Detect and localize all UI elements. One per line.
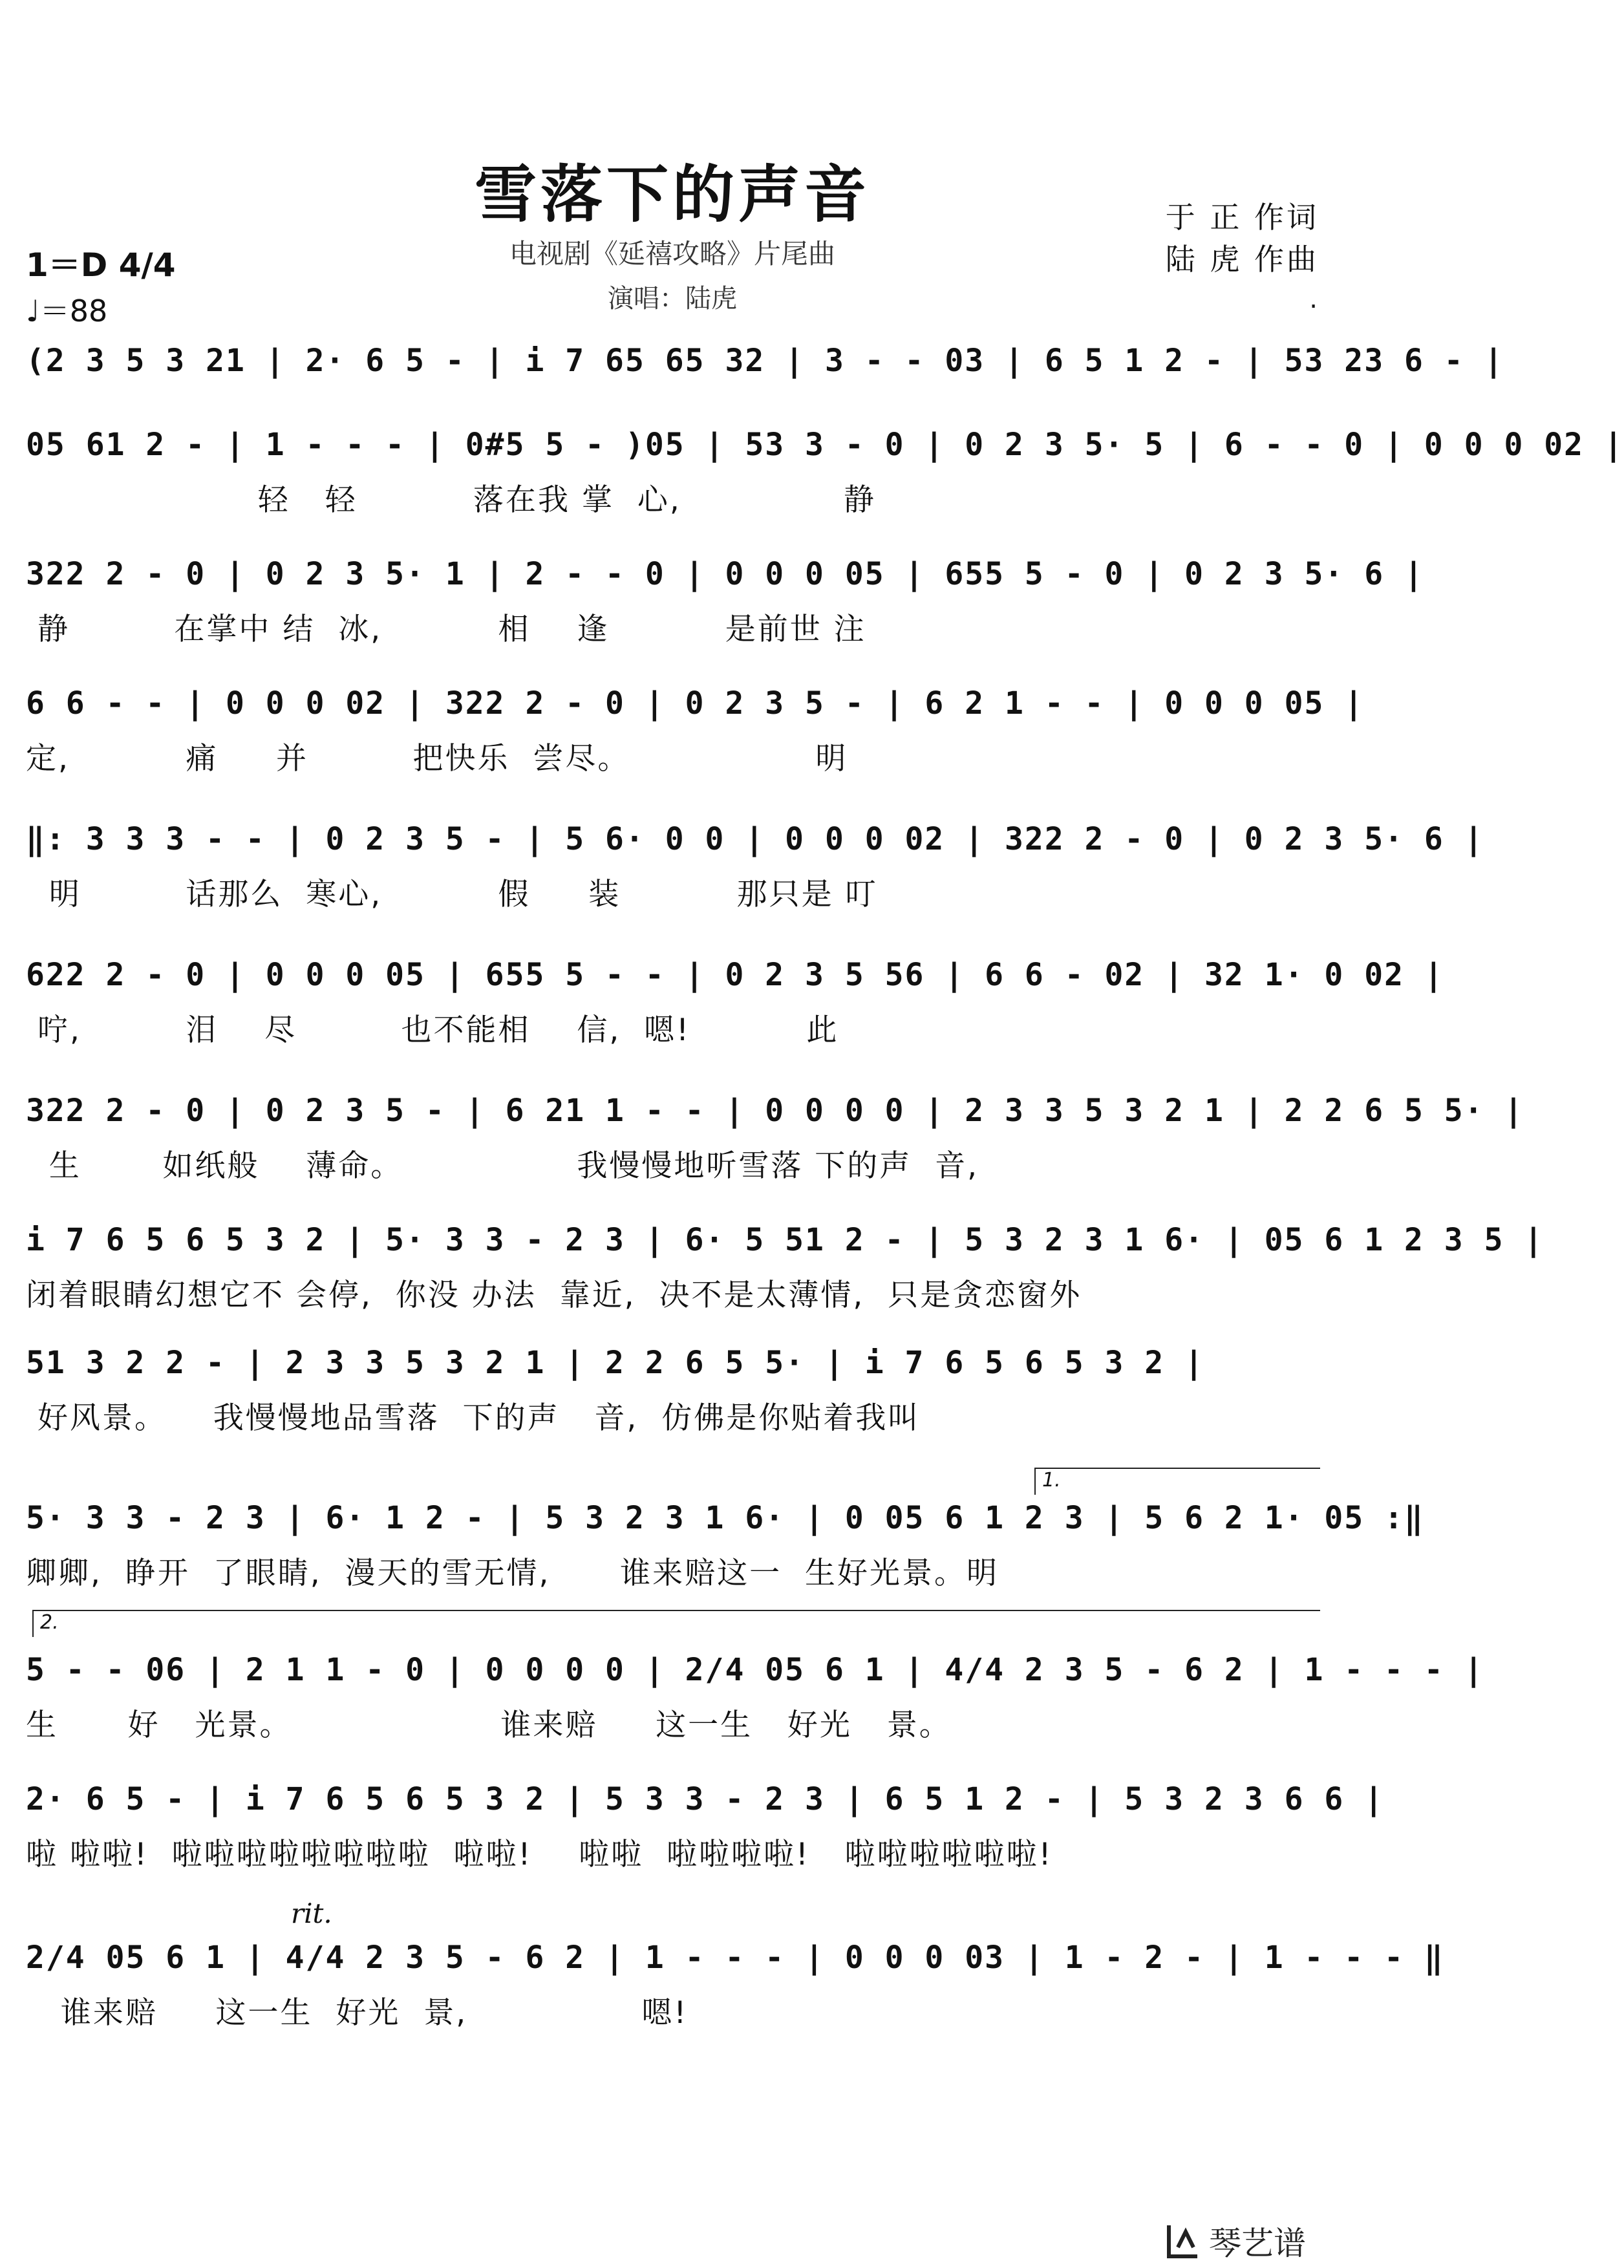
notation-line: 05 61 2 - | 1 - - - | 0#5 5 - )05 | 53 3 - 0 | 0 2 3 5· 5 | 6 - - 0 | 0 0 0 02 | bbox=[26, 427, 1624, 463]
lyrics-line: 轻 轻 落在我 掌 心, 静 bbox=[26, 482, 876, 518]
first-ending-label: 1. bbox=[1042, 1469, 1061, 1492]
notation-line: 2/4 05 6 1 | 4/4 2 3 5 - 6 2 | 1 - - - | 0 0 0 03 | 1 - 2 - | 1 - - - ‖ bbox=[26, 1940, 1444, 1976]
lyrics-line: 好风景。 我慢慢地品雪落 下的声 音, 仿佛是你贴着我叫 bbox=[26, 1400, 921, 1436]
lyrics-line: 咛, 泪 尽 也不能相 信, 嗯! 此 bbox=[26, 1012, 839, 1048]
lyrics-line: 闭着眼睛幻想它不 会停, 你没 办法 靠近, 决不是太薄情, 只是贪恋窗外 bbox=[26, 1278, 1082, 1313]
singer-credit: 演唱：陆虎 bbox=[608, 284, 737, 314]
composer-credit: 陆 虎 作曲 bbox=[1165, 242, 1319, 277]
notation-line: ‖: 3 3 3 - - | 0 2 3 5 - | 5 6· 0 0 | 0 0 0 02 | 322 2 - 0 | 0 2 3 5· 6 | bbox=[26, 821, 1484, 857]
system-10 bbox=[26, 1500, 1424, 1592]
lyricist-credit: 于 正 作词 bbox=[1165, 200, 1319, 235]
system-6 bbox=[26, 957, 1444, 1049]
system-9 bbox=[26, 1345, 1319, 1437]
system-3 bbox=[26, 556, 1424, 648]
page-title: 雪落下的声音 bbox=[475, 158, 870, 231]
dot-mark: . bbox=[1309, 284, 1318, 314]
music-logo-icon bbox=[1164, 2221, 1202, 2260]
lyrics-line: 啦 啦啦! 啦啦啦啦啦啦啦啦 啦啦! 啦啦 啦啦啦啦! 啦啦啦啦啦啦! bbox=[26, 1837, 1053, 1872]
notation-line: 322 2 - 0 | 0 2 3 5· 1 | 2 - - 0 | 0 0 0 05 | 655 5 - 0 | 0 2 3 5· 6 | bbox=[26, 556, 1424, 592]
subtitle: 电视剧《延禧攻略》片尾曲 bbox=[509, 238, 835, 270]
logo-text: 琴艺谱 bbox=[1209, 2225, 1306, 2262]
notation-line: 6 6 - - | 0 0 0 02 | 322 2 - 0 | 0 2 3 5 - | 6 2 1 - - | 0 0 0 05 | bbox=[26, 685, 1365, 722]
system-8 bbox=[26, 1222, 1544, 1314]
notation-line: i 7 6 5 6 5 3 2 | 5· 3 3 - 2 3 | 6· 5 51 2 - | 5 3 2 3 1 6· | 05 6 1 2 3 5 | bbox=[26, 1222, 1544, 1258]
lyrics-line: 卿卿, 睁开 了眼睛, 漫天的雪无情, 谁来赔这一 生好光景。明 bbox=[26, 1556, 999, 1591]
lyrics-line: 明 话那么 寒心, 假 装 那只是 叮 bbox=[26, 877, 878, 912]
notation-line: 5· 3 3 - 2 3 | 6· 1 2 - | 5 3 2 3 1 6· | 0 05 6 1 2 3 | 5 6 2 1· 05 :‖ bbox=[26, 1500, 1424, 1536]
system-2 bbox=[26, 427, 1624, 519]
notation-line: 2· 6 5 - | i 7 6 5 6 5 3 2 | 5 3 3 - 2 3 | 6 5 1 2 - | 5 3 2 3 6 6 | bbox=[26, 1781, 1385, 1817]
notation-line: 5 - - 06 | 2 1 1 - 0 | 0 0 0 0 | 2/4 05 6 1 | 4/4 2 3 5 - 6 2 | 1 - - - | bbox=[26, 1652, 1484, 1688]
system-4 bbox=[26, 685, 1365, 778]
notation-line: 622 2 - 0 | 0 0 0 05 | 655 5 - - | 0 2 3 5 56 | 6 6 - 02 | 32 1· 0 02 | bbox=[26, 957, 1444, 993]
second-ending-bracket bbox=[32, 1610, 1320, 1637]
site-logo bbox=[1164, 2218, 1306, 2264]
lyrics-line: 静 在掌中 结 冰, 相 逢 是前世 注 bbox=[26, 612, 866, 647]
lyrics-line: 谁来赔 这一生 好光 景, 嗯! bbox=[26, 1995, 689, 2031]
system-13 bbox=[26, 1940, 1444, 2032]
notation-line: (2 3 5 3 21 | 2· 6 5 - | i 7 65 65 32 | 3 - - 03 | 6 5 1 2 - | 53 23 6 - | bbox=[26, 343, 1504, 379]
system-7 bbox=[26, 1093, 1524, 1185]
system-11 bbox=[26, 1652, 1484, 1744]
second-ending-label: 2. bbox=[40, 1611, 59, 1634]
lyrics-line: 定, 痛 并 把快乐 尝尽。 明 bbox=[26, 741, 848, 776]
ritardando-marking: rit. bbox=[291, 1898, 332, 1929]
key-signature: 1＝D 4/4 bbox=[26, 246, 176, 284]
system-12 bbox=[26, 1781, 1385, 1874]
lyrics-line: 生 好 光景。 谁来赔 这一生 好光 景。 bbox=[26, 1707, 952, 1743]
system-5 bbox=[26, 821, 1484, 914]
notation-line: 51 3 2 2 - | 2 3 3 5 3 2 1 | 2 2 6 5 5· | i 7 6 5 6 5 3 2 | bbox=[26, 1345, 1205, 1381]
tempo-marking: ♩＝88 bbox=[26, 294, 108, 328]
lyrics-line: 生 如纸般 薄命。 我慢慢地听雪落 下的声 音, bbox=[26, 1148, 979, 1184]
first-ending-bracket bbox=[1034, 1468, 1320, 1495]
notation-line: 322 2 - 0 | 0 2 3 5 - | 6 21 1 - - | 0 0 0 0 | 2 3 3 5 3 2 1 | 2 2 6 5 5· | bbox=[26, 1093, 1524, 1129]
system-1 bbox=[26, 343, 1504, 379]
